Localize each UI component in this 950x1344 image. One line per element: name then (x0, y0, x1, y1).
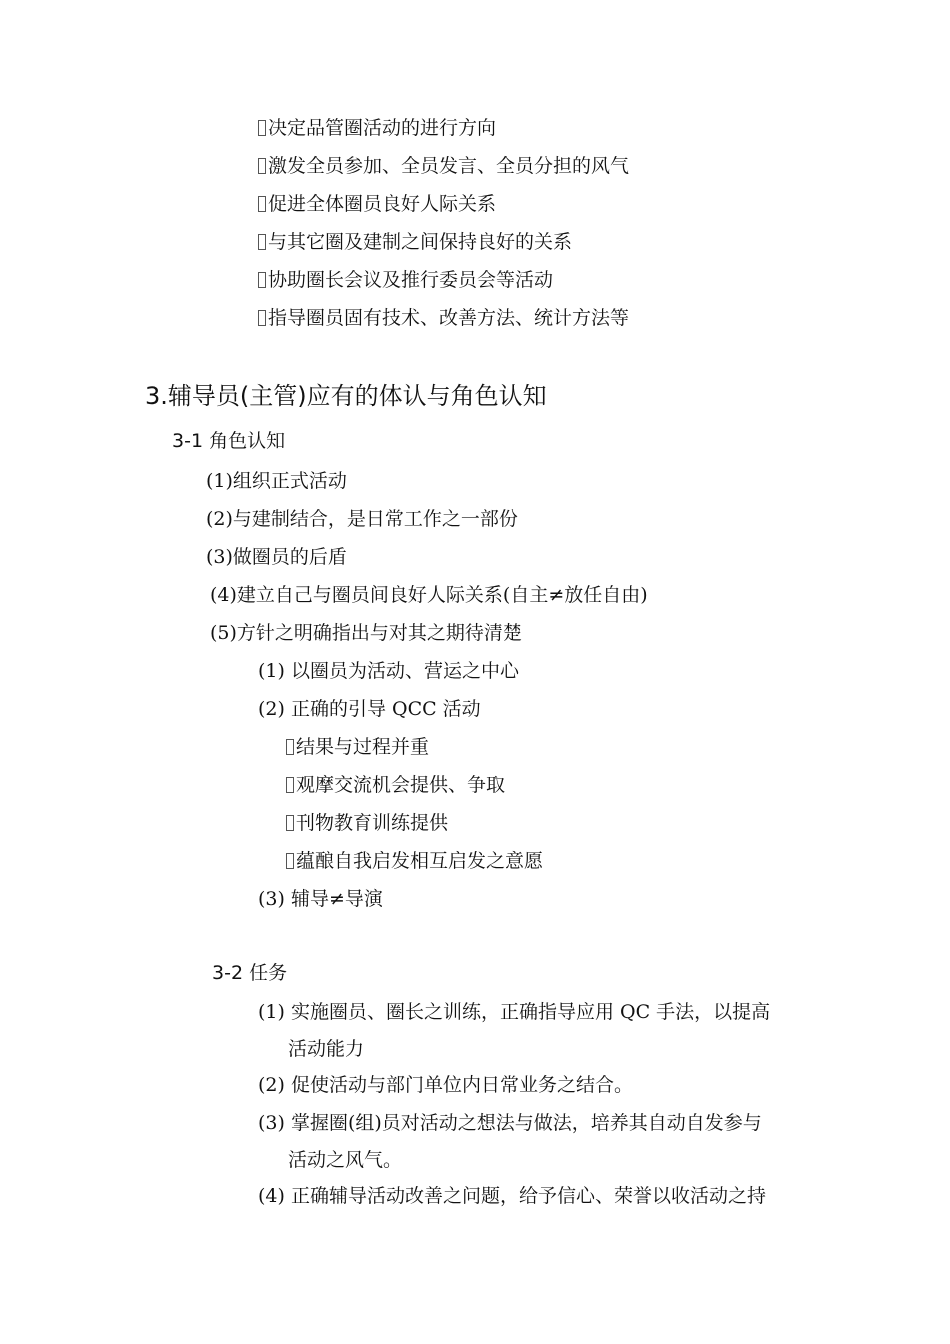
subsection-heading: 3-2 任务 (212, 962, 288, 984)
bullet-text: 激发全员参加、全员发言、全员分担的风气 (268, 155, 630, 177)
nested-list-item: (2) 正确的引导 QCC 活动 (258, 698, 481, 720)
task-line-continuation: 活动能力 (288, 1038, 365, 1060)
bullet-box-icon (258, 310, 266, 326)
bullet-text: 刊物教育训练提供 (296, 812, 449, 834)
section-heading: 3.辅导员(主管)应有的体认与角色认知 (145, 382, 547, 410)
bullet-item (286, 849, 543, 873)
bullet-box-icon (286, 853, 294, 869)
bullet-text: 决定品管圈活动的进行方向 (268, 117, 497, 139)
bullet-item (286, 773, 505, 797)
list-item: (1)组织正式活动 (206, 470, 347, 492)
bullet-item (258, 154, 629, 178)
nested-list-item: (1) 以圈员为活动、营运之中心 (258, 660, 519, 682)
bullet-text: 协助圈长会议及推行委员会等活动 (268, 269, 554, 291)
bullet-box-icon (286, 739, 294, 755)
bullet-text: 结果与过程并重 (296, 736, 430, 758)
bullet-text: 促进全体圈员良好人际关系 (268, 193, 497, 215)
bullet-box-icon (286, 815, 294, 831)
bullet-item (258, 306, 629, 330)
bullet-text: 与其它圈及建制之间保持良好的关系 (268, 231, 573, 253)
list-item: (3)做圈员的后盾 (206, 546, 347, 568)
list-item: (5)方针之明确指出与对其之期待清楚 (210, 622, 522, 644)
bullet-item (286, 811, 448, 835)
bullet-box-icon (258, 234, 266, 250)
bullet-item (258, 192, 496, 216)
bullet-item (258, 230, 572, 254)
nested-list-item: (3) 辅导≠导演 (258, 888, 383, 910)
bullet-text: 蕴酿自我启发相互启发之意愿 (296, 850, 544, 872)
subsection-heading: 3-1 角色认知 (172, 430, 286, 452)
task-line: (3) 掌握圈(组)员对活动之想法与做法，培养其自动自发参与 (258, 1112, 762, 1134)
list-item: (4)建立自己与圈员间良好人际关系(自主≠放任自由) (210, 584, 648, 606)
bullet-item (258, 116, 496, 140)
bullet-item (286, 735, 429, 759)
bullet-box-icon (258, 158, 266, 174)
bullet-text: 指导圈员固有技术、改善方法、统计方法等 (268, 307, 630, 329)
task-line-continuation: 活动之风气。 (288, 1149, 403, 1171)
task-line: (4) 正确辅导活动改善之问题，给予信心、荣誉以收活动之持 (258, 1185, 766, 1207)
bullet-box-icon (258, 272, 266, 288)
task-line: (1) 实施圈员、圈长之训练，正确指导应用 QC 手法，以提高 (258, 1001, 771, 1023)
bullet-box-icon (258, 196, 266, 212)
task-line: (2) 促使活动与部门单位内日常业务之结合。 (258, 1074, 633, 1096)
bullet-text: 观摩交流机会提供、争取 (296, 774, 506, 796)
bullet-item (258, 268, 553, 292)
bullet-box-icon (286, 777, 294, 793)
list-item: (2)与建制结合，是日常工作之一部份 (206, 508, 518, 530)
bullet-box-icon (258, 120, 266, 136)
